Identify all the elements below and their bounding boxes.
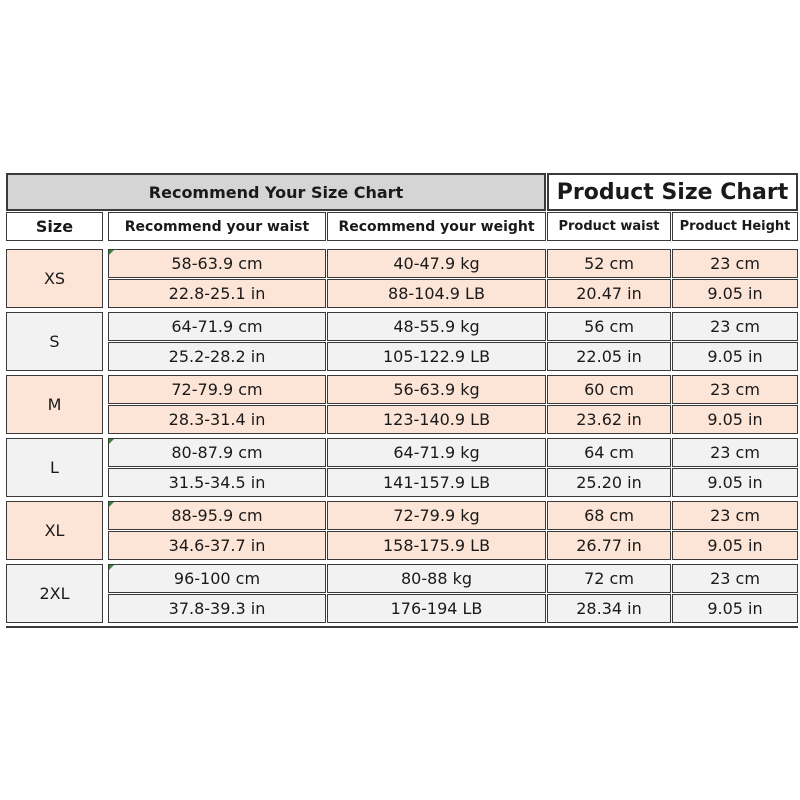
recommend-waist-cm: 64-71.9 cm (108, 312, 326, 341)
product-height-cm: 23 cm (672, 375, 798, 404)
header-product-waist: Product waist (547, 212, 671, 241)
product-height-cm: 23 cm (672, 438, 798, 467)
recommend-weight-kg: 48-55.9 kg (327, 312, 546, 341)
recommend-waist-cm: 72-79.9 cm (108, 375, 326, 404)
comment-indicator-icon (109, 502, 114, 507)
recommend-weight-kg: 72-79.9 kg (327, 501, 546, 530)
comment-indicator-icon (109, 565, 114, 570)
product-height-in: 9.05 in (672, 405, 798, 434)
header-product-height: Product Height (672, 212, 798, 241)
product-height-cm: 23 cm (672, 501, 798, 530)
recommend-waist-cm: 58-63.9 cm (108, 249, 326, 278)
product-height-in: 9.05 in (672, 594, 798, 623)
product-waist-in: 28.34 in (547, 594, 671, 623)
product-waist-cm: 60 cm (547, 375, 671, 404)
recommend-weight-kg: 80-88 kg (327, 564, 546, 593)
recommend-waist-in: 31.5-34.5 in (108, 468, 326, 497)
recommend-waist-in: 34.6-37.7 in (108, 531, 326, 560)
product-waist-in: 25.20 in (547, 468, 671, 497)
recommend-waist-cm: 96-100 cm (108, 564, 326, 593)
recommend-waist-cm: 88-95.9 cm (108, 501, 326, 530)
size-label: XS (6, 249, 103, 308)
recommend-weight-kg: 40-47.9 kg (327, 249, 546, 278)
header-recommend-weight: Recommend your weight (327, 212, 546, 241)
product-height-cm: 23 cm (672, 312, 798, 341)
product-waist-in: 26.77 in (547, 531, 671, 560)
product-height-in: 9.05 in (672, 531, 798, 560)
product-height-in: 9.05 in (672, 279, 798, 308)
header-size: Size (6, 212, 103, 241)
recommend-weight-lb: 88-104.9 LB (327, 279, 546, 308)
product-waist-cm: 68 cm (547, 501, 671, 530)
recommend-weight-kg: 56-63.9 kg (327, 375, 546, 404)
size-label: S (6, 312, 103, 371)
product-waist-cm: 72 cm (547, 564, 671, 593)
table-bottom-border (6, 626, 798, 628)
recommend-waist-in: 25.2-28.2 in (108, 342, 326, 371)
size-label: M (6, 375, 103, 434)
product-height-in: 9.05 in (672, 468, 798, 497)
recommend-waist-in: 22.8-25.1 in (108, 279, 326, 308)
product-waist-in: 23.62 in (547, 405, 671, 434)
product-waist-in: 20.47 in (547, 279, 671, 308)
recommend-waist-in: 37.8-39.3 in (108, 594, 326, 623)
recommend-weight-kg: 64-71.9 kg (327, 438, 546, 467)
comment-indicator-icon (109, 439, 114, 444)
recommend-waist-cm: 80-87.9 cm (108, 438, 326, 467)
product-height-in: 9.05 in (672, 342, 798, 371)
size-label: XL (6, 501, 103, 560)
recommend-weight-lb: 176-194 LB (327, 594, 546, 623)
header-recommend-waist: Recommend your waist (108, 212, 326, 241)
recommend-waist-in: 28.3-31.4 in (108, 405, 326, 434)
product-waist-in: 22.05 in (547, 342, 671, 371)
product-waist-cm: 56 cm (547, 312, 671, 341)
size-label: 2XL (6, 564, 103, 623)
product-height-cm: 23 cm (672, 564, 798, 593)
product-waist-cm: 52 cm (547, 249, 671, 278)
recommend-weight-lb: 141-157.9 LB (327, 468, 546, 497)
recommend-weight-lb: 105-122.9 LB (327, 342, 546, 371)
recommend-size-chart-title: Recommend Your Size Chart (6, 173, 546, 211)
recommend-weight-lb: 123-140.9 LB (327, 405, 546, 434)
product-height-cm: 23 cm (672, 249, 798, 278)
comment-indicator-icon (109, 250, 114, 255)
product-waist-cm: 64 cm (547, 438, 671, 467)
product-size-chart-title: Product Size Chart (547, 173, 798, 211)
recommend-weight-lb: 158-175.9 LB (327, 531, 546, 560)
size-label: L (6, 438, 103, 497)
